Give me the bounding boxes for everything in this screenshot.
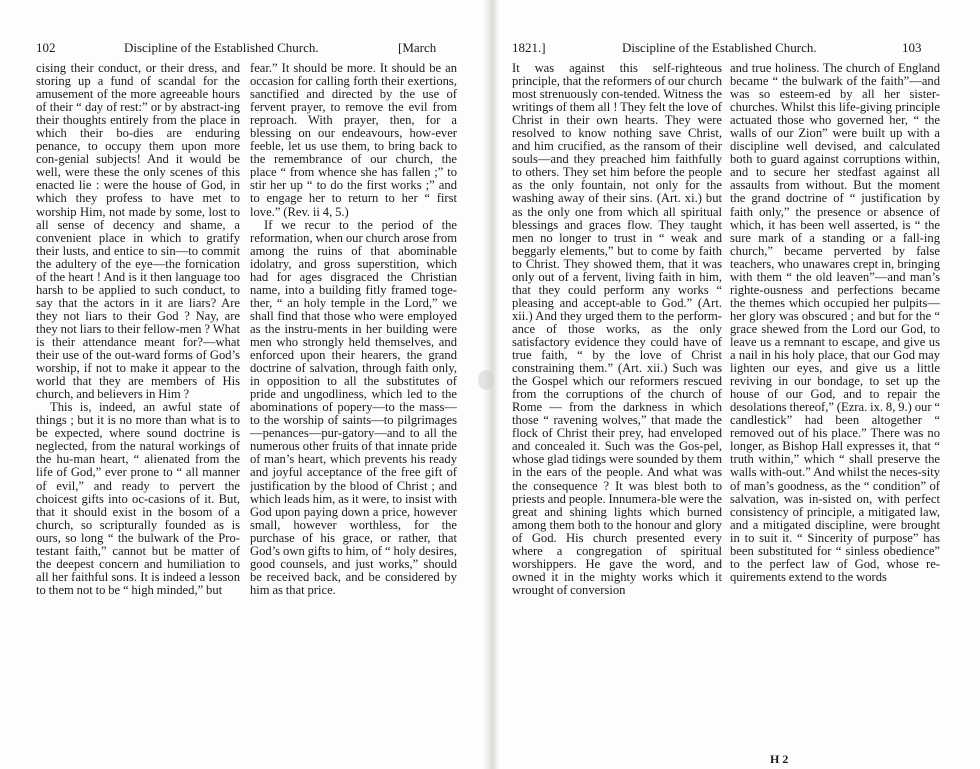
paragraph: It was against this self-righteous principle, that the reformers of our church most strenuously con-tended. Witness the writings of them all ! They felt the love of Christ in their own hearts. They were resolved to know nothing save Christ, and him crucified, as the ransom of their souls—and they preached him faithfully to others. They set him before the people as the only fountain, not only for the washing away of their sins. (Art. xi.) but as the only one from which all spiritual blessings and graces flow. They taught men no longer to trust in “ weak and beggarly elements,” but to come by faith to Christ. They showed them, that it was only out of a fervent, living faith in him, that they could perform any works “ pleasing and accept-able to God.” (Art. xii.) And they urged them to the perform-ance of those works, as the only satisfactory evidence they could have of true faith, “ by the love of Christ constraining them.” (Art. xii.) Such was the Gospel which our reformers rescued from the corruptions of the church of Rome — from the darkness in which those “ ravening wolves,” that made the flock of Christ their prey, had enveloped and concealed it. Such was the Gos-pel, whose glad tidings were sounded by them in the ears of the people. And what was the consequence ? It was blest both to priests and people. Innumera-ble were the great and shining lights which burned among them both to the honour and glory of God. His church presented every where a congregation of spiritual worshippers. He gave the word, and owned it in the mighty works which it wrought of conversion xyxy=(512,62,722,597)
paragraph: fear.” It should be more. It should be an occasion for calling forth their exertions, sanctified and directed by the use of fervent prayer, to remove the evil from reproach. With prayer, then, for a blessing on our endeavours, how-ever feeble, let us use them, to bring back to the remembrance of our church, the place “ from whence she has fallen ;” to stir her up “ to do the first works ;” and to engage her to return to her “ first love.” (Rev. ii 4, 5.) xyxy=(250,62,457,219)
paragraph: If we recur to the period of the reformation, when our church arose from among the ruins of that abominable idolatry, and gross superstition, which had for ages disgraced the Christian name, into a building fitly framed toge-ther, “ an holy temple in the Lord,” we shall find that those who were employed as the instru-ments in her building were men who strongly held themselves, and enforced upon their hearers, the grand doctrine of salvation, through faith only, in opposition to all the substitutes of pride and ungodliness, which led to the abominations of popery—to the mass—to the worship of saints—to pilgrimages—penances—pur-gatory—and to all the numerous other fruits of that innate pride of man’s heart, which prevents his ready and joyful acceptance of the free gift of justification by the blood of Christ ; and which leads him, as it were, to insist with God upon paying down a price, however small, however worthless, for the purchase of his grace, or rather, that God’s own gifts to him, of “ holy desires, good counsels, and just works,” should be received back, and be considered by him as that price. xyxy=(250,217,457,597)
paragraph: and true holiness. The church of England became “ the bulwark of the faith”—and was so esteem-ed by all her sister-churches. Whilst this life-giving principle actuated those who governed her, “ the walls of our Zion” were built up with a discipline well devised, and calculated both to guard against corruptions within, and to secure her stedfast against all assaults from without. But the moment the grand doctrine of “ justification by faith only,” the presence or absence of which, it has been well asserted, is “ the sure mark of a standing or a fall-ing church,” became perverted by false teachers, who unawares crept in, bringing with them “ the old leaven”—and man’s righte-ousness and perfections became the themes which occupied her pulpits—her glory was obscured ; and but for the “ grace shewed from the Lord our God, to leave us a remnant to escape, and give us a nail in his holy place, that our God may lighten our eyes, and give us a little reviving in our bondage, to set up the house of our God, and to repair the desolations thereof,” (Ezra. ix. 8, 9.) our “ candlestick” had been altogether “ removed out of his place.” There was no longer, as Bishop Hall expresses it, that “ truth within,” which “ shall preserve the walls with-out.” And whilst the neces-sity of man’s goodness, as the “ condition” of salvation, was in-sisted on, with perfect consistency of principle, a mitigated law, and a mitigated discipline, were brought in to suit it. “ Sincerity of purpose” has been substituted for “ sinless obedience” to the perfect law of God, whose re-quirements extend to the words xyxy=(730,62,940,584)
left-page-number: 102 xyxy=(36,40,56,55)
paragraph: cising their conduct, or their dress, and storing up a fund of scandal for the amusement of the more agreeable hours of their “ day of rest:” or by abstract-ing their thoughts entirely from the place in which their bo-dies are enduring penance, to occupy them upon more con-genial subjects! And it would be well, were these the only scenes of this enacted lie : were the house of God, in which they profess to have met to worship Him, not made by some, lost to all sense of decency and shame, a convenient place in which to gratify their lusts, and entice to sin—to commit the adultery of the eye—the fornication of the heart ! And is it then language too harsh to be applied to such conduct, to say that the actors in it are liars? Are they not liars to their God ? Nay, are they not liars to their fellow-men ? What is their attendance meant for?—what their use of the out-ward forms of God’s worship, if not to make it appear to the world that they are members of His church, and believers in Him ? xyxy=(36,62,240,402)
left-column-2 xyxy=(250,62,457,752)
left-column-1 xyxy=(36,62,240,752)
right-date-label: 1821.] xyxy=(512,40,546,55)
left-date-label: [March xyxy=(398,40,437,55)
right-running-title: Discipline of the Established Church. xyxy=(622,40,817,55)
paragraph: This is, indeed, an awful state of things ; but it is no more than what is to be expected, where sound doctrine is neglected, from the natural workings of the hu-man heart, “ alienated from the life of God,” ever prone to “ all manner of evil,” and ready to pervert the choicest gifts into oc-casions of it. But, that it should exist in the bosom of a church, so scripturally founded as is ours, so long “ the bulwark of the Pro-testant faith,” cannot but be matter of the deepest concern and humiliation to all her faithful sons. It is indeed a lesson to them not to be “ high minded,” but xyxy=(36,400,240,597)
right-page xyxy=(490,0,980,769)
right-column-2 xyxy=(730,62,940,752)
right-page-number: 103 xyxy=(902,40,922,55)
signature-mark: H 2 xyxy=(770,752,789,766)
right-column-1 xyxy=(512,62,722,752)
left-running-title: Discipline of the Established Church. xyxy=(124,40,319,55)
